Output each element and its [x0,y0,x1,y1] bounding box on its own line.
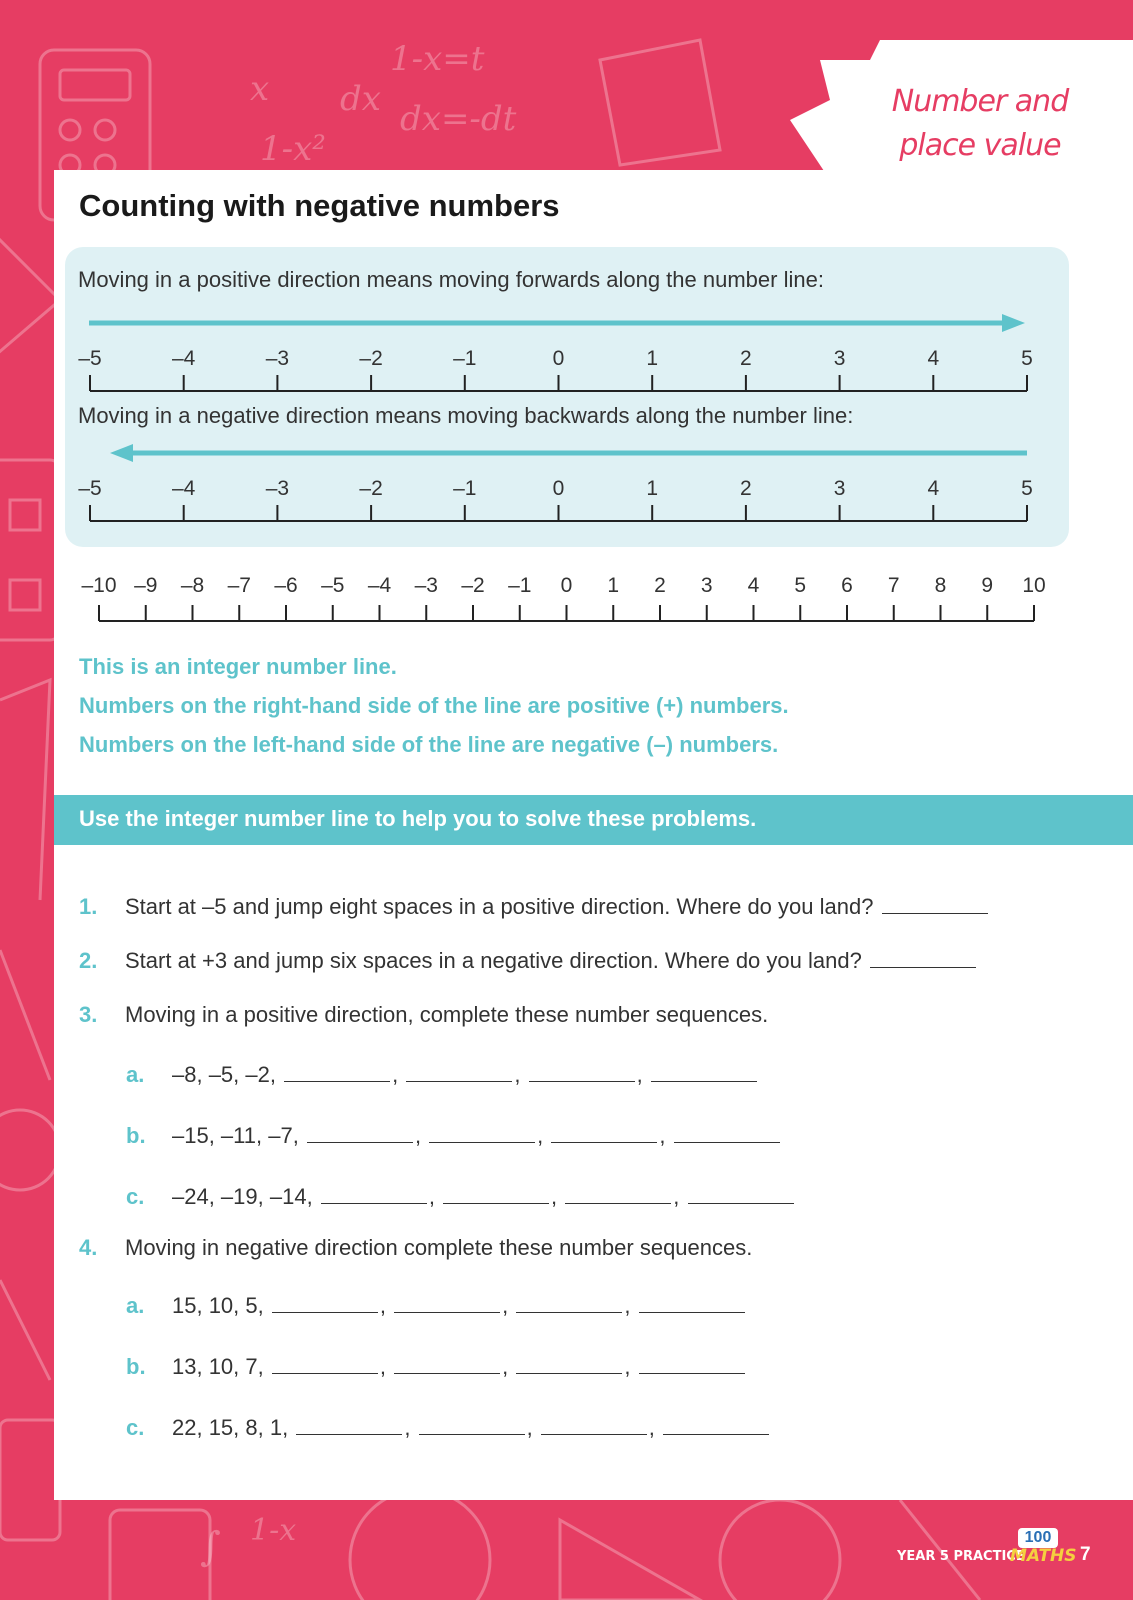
q4b-blank-4[interactable] [639,1355,745,1374]
q4a-blank-1[interactable] [272,1294,378,1313]
q3b-blank-3[interactable] [551,1124,657,1143]
svg-text:1-x²: 1-x² [260,129,326,169]
info-line-2-tick-label: 3 [833,477,846,500]
integer-line-tick-label: 0 [560,574,573,597]
info-line-2-tick-label: 4 [927,477,940,500]
q4c-blank-4[interactable] [663,1416,769,1435]
page-number: 7 [1080,1544,1091,1565]
q4a-blank-3[interactable] [516,1294,622,1313]
integer-line-tick-label: 5 [794,574,807,597]
q3b-row: –15, –11, –7, , , , [172,1123,782,1149]
info-line-2-tick-label: –1 [453,477,477,500]
note-positive: Numbers on the right-hand side of the line are positive (+) numbers. [79,693,789,718]
q4a-letter: a. [126,1293,145,1318]
q1-answer-blank[interactable] [882,895,988,914]
q3-text: Moving in a positive direction, complete these number sequences. [125,1002,769,1027]
integer-line-tick-label: 10 [1022,574,1046,597]
info-line-2-tick-label: –4 [172,477,196,500]
info-line-2-tick-label: 0 [552,477,565,500]
q3a-blank-1[interactable] [284,1063,390,1082]
q3-number: 3. [79,1002,98,1027]
q3b-sequence: –15, –11, –7, [172,1123,299,1148]
integer-line-tick-label: –8 [180,574,205,597]
q3c-blank-3[interactable] [565,1185,671,1204]
100-maths-logo [1010,1528,1077,1568]
q4a-blank-2[interactable] [394,1294,500,1313]
badge-line-2: place value [899,128,1061,163]
section-badge [870,80,1090,168]
q4b-sequence: 13, 10, 7, [172,1354,264,1379]
q3a-blank-3[interactable] [529,1063,635,1082]
page-title: Counting with negative numbers [79,188,560,223]
q2-text: Start at +3 and jump six spaces in a negative direction. Where do you land? [125,948,862,973]
q3c-row: –24, –19, –14, , , , [172,1184,796,1210]
logo-maths: MATHS [1010,1546,1077,1566]
integer-line-tick-label: –7 [227,574,251,597]
q4b-blank-3[interactable] [516,1355,622,1374]
footer-series: YEAR 5 PRACTICE [897,1549,1025,1564]
info-line-1-tick-label: 3 [833,347,846,370]
q4c-sequence: 22, 15, 8, 1, [172,1415,289,1440]
svg-text:∫: ∫ [200,1524,221,1570]
q3c-sequence: –24, –19, –14, [172,1184,313,1209]
info-line-1-tick-label: –2 [359,347,383,370]
integer-line-tick-label: 2 [654,574,666,597]
q4a-blank-4[interactable] [639,1294,745,1313]
integer-line-tick-label: –6 [274,574,298,597]
integer-line-tick-label: 9 [981,574,994,597]
note-integer-line: This is an integer number line. [79,654,397,679]
q1-text: Start at –5 and jump eight spaces in a positive direction. Where do you land? [125,894,874,919]
q4b-row: 13, 10, 7, , , , [172,1354,747,1380]
info-line-2-tick-label: 5 [1021,477,1033,500]
note-negative: Numbers on the left-hand side of the line are negative (–) numbers. [79,732,779,757]
integer-line-tick-label: –9 [134,574,158,597]
q3b-blank-4[interactable] [674,1124,780,1143]
q2-number: 2. [79,948,98,973]
integer-line-tick-label: –10 [81,574,117,597]
integer-line-tick-label: –2 [461,574,485,597]
positive-direction-text: Moving in a positive direction means moving forwards along the number line: [78,267,824,292]
logo-100: 100 [1018,1528,1058,1548]
svg-text:1-x=t: 1-x=t [390,39,485,79]
q4a-sequence: 15, 10, 5, [172,1293,264,1318]
negative-direction-text: Moving in a negative direction means moving backwards along the number line: [78,403,854,428]
integer-line-tick-label: 3 [700,574,713,597]
info-line-1-tick-label: 5 [1021,347,1033,370]
info-line-1-tick-label: –3 [265,347,290,370]
svg-text:x: x [250,69,270,109]
q4c-blank-1[interactable] [296,1416,402,1435]
q3c-blank-2[interactable] [443,1185,549,1204]
q4c-letter: c. [126,1415,145,1440]
integer-line-tick-label: 1 [607,574,620,597]
q3b-letter: b. [126,1123,146,1148]
info-line-1-tick-label: 4 [927,347,940,370]
worksheet-panel [54,170,1133,1500]
q3a-sequence: –8, –5, –2, [172,1062,276,1087]
q3a-blank-2[interactable] [406,1063,512,1082]
q4b-letter: b. [126,1354,146,1379]
q1-row [125,894,990,920]
info-line-1-tick-label: 2 [740,347,752,370]
badge-line-1: Number and [891,84,1069,119]
integer-line-tick-label: 7 [887,574,900,597]
q4c-blank-2[interactable] [419,1416,525,1435]
q3c-letter: c. [126,1184,145,1209]
integer-line-ticks [99,605,1034,621]
integer-line-tick-label: –3 [414,574,438,597]
info-line-2-tick-label: –2 [359,477,383,500]
q3c-blank-1[interactable] [321,1185,427,1204]
q3a-row: –8, –5, –2, , , , [172,1062,759,1088]
q4-number: 4. [79,1235,98,1260]
integer-line-tick-label: 6 [841,574,853,597]
q3b-blank-1[interactable] [307,1124,413,1143]
q4b-blank-2[interactable] [394,1355,500,1374]
q1-number: 1. [79,894,98,919]
q4c-blank-3[interactable] [541,1416,647,1435]
q2-answer-blank[interactable] [870,949,976,968]
info-line-1-tick-label: –1 [453,347,477,370]
q3b-blank-2[interactable] [429,1124,535,1143]
integer-number-line [54,170,1133,630]
info-line-1-tick-label: 1 [646,347,659,370]
info-line-2-tick-label: –5 [78,477,102,500]
q4b-blank-1[interactable] [272,1355,378,1374]
q4-text: Moving in negative direction complete these number sequences. [125,1235,753,1260]
integer-line-tick-label: 4 [747,574,760,597]
q3a-letter: a. [126,1062,145,1087]
integer-line-tick-label: –1 [508,574,532,597]
integer-line-tick-label: –5 [321,574,345,597]
svg-text:dx=-dt: dx=-dt [400,99,517,139]
q3a-blank-4[interactable] [651,1063,757,1082]
integer-line-tick-label: 8 [934,574,947,597]
instruction-banner [54,795,1133,845]
info-line-1-tick-label: –4 [172,347,196,370]
svg-text:1-x: 1-x [250,1513,297,1548]
info-line-2-tick-label: –3 [265,477,290,500]
info-line-1-tick-label: 0 [552,347,565,370]
banner-text: Use the integer number line to help you to solve these problems. [79,806,757,831]
integer-line-tick-label: –4 [367,574,392,597]
q3c-blank-4[interactable] [688,1185,794,1204]
q2-row [125,948,978,974]
q4a-row: 15, 10, 5, , , , [172,1293,747,1319]
info-line-2-tick-label: 2 [740,477,752,500]
q4c-row: 22, 15, 8, 1, , , , [172,1415,771,1441]
info-line-2-tick-label: 1 [646,477,659,500]
svg-text:dx: dx [340,79,381,119]
info-line-1-tick-label: –5 [78,347,102,370]
